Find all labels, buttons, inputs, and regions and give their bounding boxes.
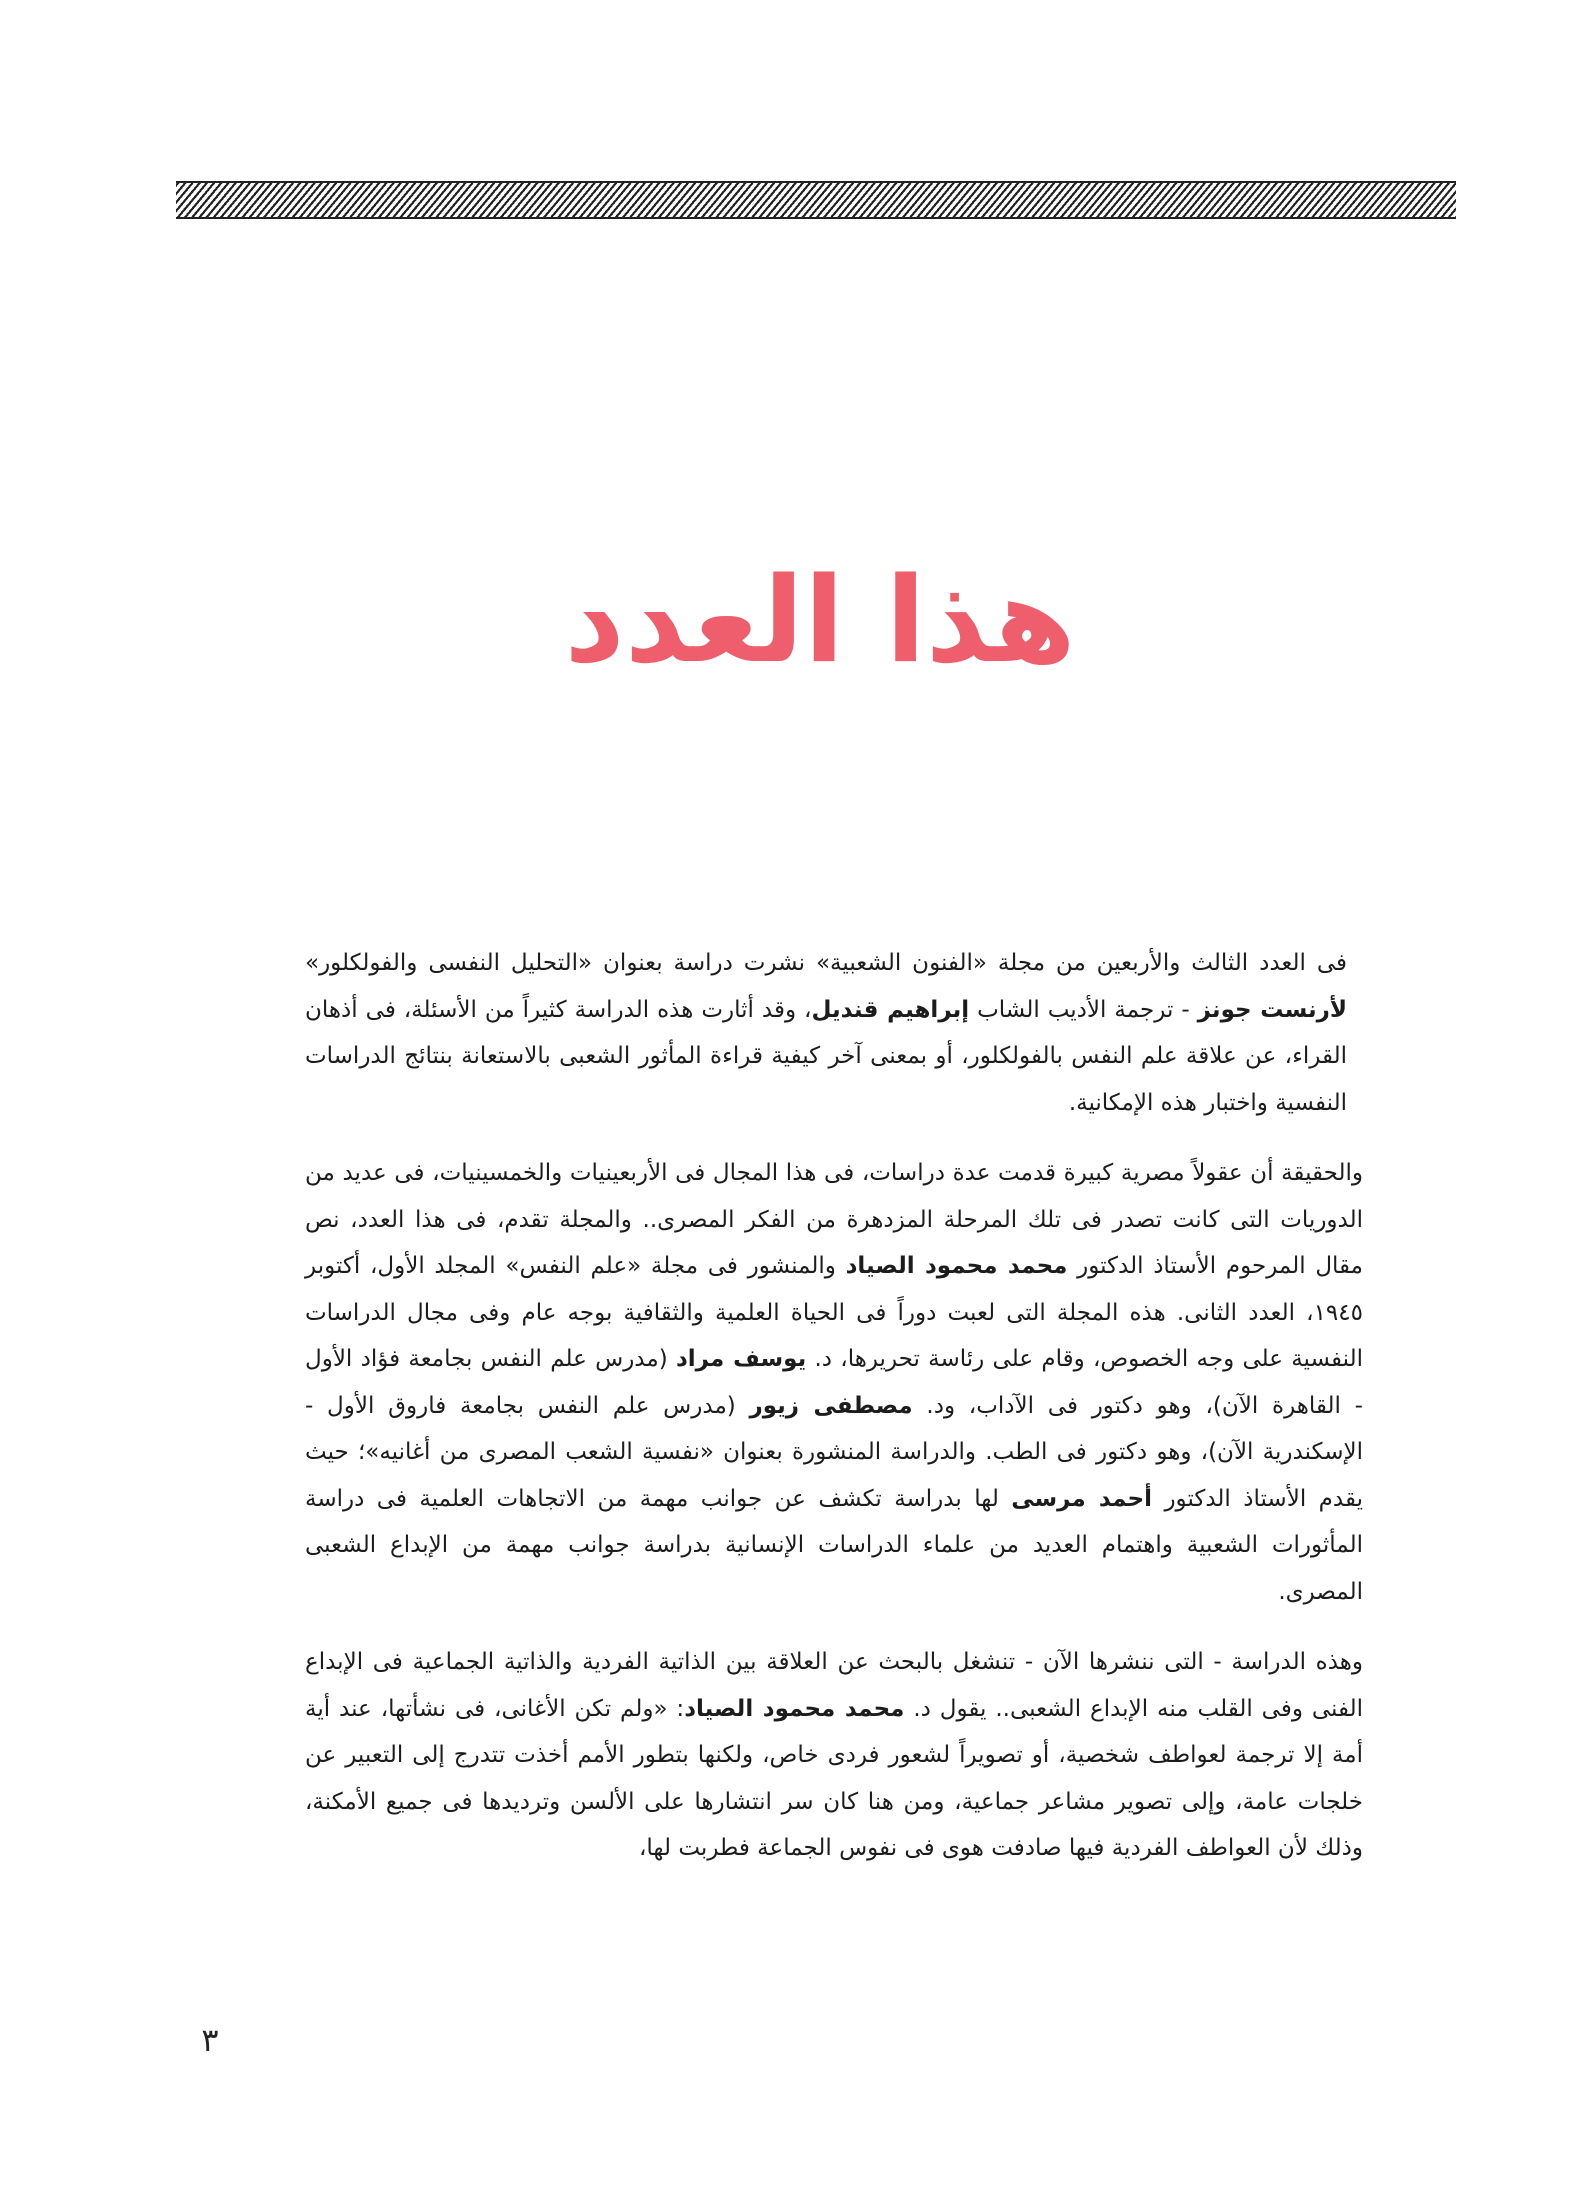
person-name: إبراهيم قنديل [811,996,970,1023]
person-name: مصطفى زيور [749,1392,913,1419]
paragraph-background [305,1150,1363,1615]
article-body [305,940,1363,1896]
paragraph-text: وهذه الدراسة - التى ننشرها الآن - تنشغل بالبحث عن العلاقة بين الذاتية الفردية والذاتية الجماعية فى الإبداع الفنى وفى القلب منه الإبداع الشعبى.. يقول د. [305,1649,1363,1722]
decorative-hatched-rule [176,181,1456,219]
paragraph-text: ، وقد أثارت هذه الدراسة كثيراً من الأسئلة، فى أذهان القراء، عن علاقة علم النفس بالفولكلور، أو بمعنى آخر كيفية قراءة المأثور الشعبى بالاستعانة بنتائج الدراسات النفسية واختبار هذه الإمكانية. [305,996,1347,1116]
paragraph-text: (مدرس علم النفس بجامعة فؤاد الأول - القاهرة الآن)، وهو دكتور فى الآداب، ود. [305,1346,1363,1419]
person-name: محمد محمود الصياد [845,1253,1068,1279]
person-name: محمد محمود الصياد [684,1695,905,1722]
paragraph-intro [305,940,1363,1126]
paragraph-text: والمنشور فى مجلة «علم النفس» المجلد الأول، أكتوبر ١٩٤٥، العدد الثانى. هذه المجلة التى لعبت دوراً فى الحياة العلمية والثقافية بوجه عام وفى مجال الدراسات النفسية على وجه الخصوص، وقام على رئاسة تحريرها، د. [305,1253,1363,1372]
page-title: هذا العدد [564,551,1076,689]
person-name: أحمد مرسى [1011,1485,1153,1512]
paragraph-text: : «ولم تكن الأغانى، فى نشأتها، عند أية أمة إلا ترجمة لعواطف شخصية، أو تصويراً لشعور فردى خاص، ولكنها بتطور الأمم أخذت تتدرج إلى التعبير عن خلجات عامة، وإلى تصوير مشاعر جماعية، ومن هنا كان سر انتشارها على الألسن وترديدها فى جميع الأمكنة، وذلك لأن العواطف الفردية فيها صادفت هوى فى نفوس الجماعة فطربت لها، [305,1695,1363,1861]
paragraph-study [305,1639,1363,1872]
paragraph-text: لها بدراسة تكشف عن جوانب مهمة من الاتجاهات العلمية فى دراسة المأثورات الشعبية واهتمام العديد من علماء الدراسات الإنسانية بدراسة جوانب مهمة من الإبداع الشعبى المصرى. [305,1485,1363,1605]
paragraph-text: والحقيقة أن عقولاً مصرية كبيرة قدمت عدة دراسات، فى هذا المجال فى الأربعينيات والخمسينيات، فى عديد من الدوريات التى كانت تصدر فى تلك المرحلة المزدهرة من الفكر المصرى.. والمجلة تقدم، فى هذا العدد، نص مقال المرحوم الأستاذ الدكتور [305,1160,1363,1279]
paragraph-text: فى العدد الثالث والأربعين من مجلة «الفنون الشعبية» نشرت دراسة بعنوان «التحليل النفسى والفولكلور» [305,950,1347,976]
paragraph-text: (مدرس علم النفس بجامعة فاروق الأول - الإسكندرية الآن)، وهو دكتور فى الطب. والدراسة المنشورة بعنوان «نفسية الشعب المصرى من أغانيه»؛ حيث يقدم الأستاذ الدكتور [305,1392,1363,1512]
paragraph-text: - ترجمة الأديب الشاب [969,996,1198,1023]
person-name: لأرنست جونز [1197,996,1347,1023]
page-number: ٣ [201,2021,219,2059]
person-name: يوسف مراد [675,1346,807,1372]
